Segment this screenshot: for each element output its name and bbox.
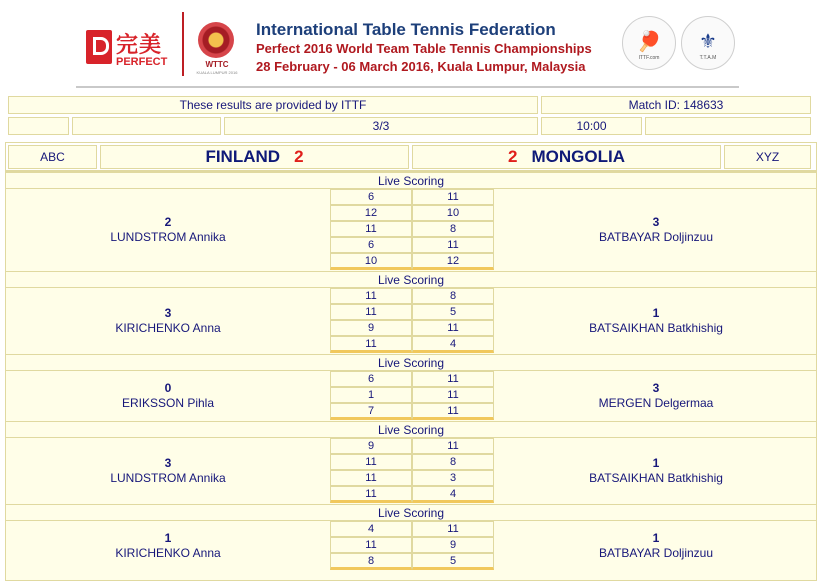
match-time: 10:00 — [541, 117, 642, 135]
event-banner — [76, 8, 739, 88]
away-game-score: 12 — [412, 253, 494, 270]
wttc-logo — [194, 12, 240, 78]
live-scoring-link[interactable]: Live Scoring — [6, 172, 816, 189]
away-player — [494, 456, 818, 486]
away-game-score: 5 — [412, 304, 494, 320]
away-game-score: 3 — [412, 470, 494, 486]
home-game-score: 11 — [330, 221, 412, 237]
away-team-code: XYZ — [724, 145, 811, 169]
away-player-name: BATBAYAR Doljinzuu — [598, 230, 714, 244]
wttc-sublabel: KUALA LUMPUR 2016 — [196, 70, 238, 75]
match-id: Match ID: 148633 — [541, 96, 811, 114]
away-game-score: 9 — [412, 537, 494, 553]
perfect-p-icon — [86, 30, 112, 64]
home-game-score: 1 — [330, 387, 412, 403]
championship-name: Perfect 2016 World Team Table Tennis Championships — [256, 41, 592, 56]
away-game-score: 11 — [412, 387, 494, 403]
home-player-name: KIRICHENKO Anna — [115, 321, 221, 335]
banner-divider — [182, 12, 184, 76]
home-player — [6, 215, 330, 245]
home-game-score: 11 — [330, 288, 412, 304]
live-scoring-link[interactable]: Live Scoring — [6, 354, 816, 371]
home-game-score: 11 — [330, 470, 412, 486]
away-player-score: 1 — [652, 531, 660, 545]
away-game-score: 11 — [412, 403, 494, 420]
home-game-score: 11 — [330, 304, 412, 320]
perfect-sponsor-logo — [82, 14, 178, 76]
away-game-score: 10 — [412, 205, 494, 221]
home-player — [6, 306, 330, 336]
home-player — [6, 381, 330, 411]
away-player-name: MERGEN Delgermaa — [598, 396, 714, 410]
away-player-name: BATSAIKHAN Batkhishig — [589, 471, 723, 485]
home-player-score: 0 — [164, 381, 172, 395]
away-player — [494, 381, 818, 411]
away-game-score: 4 — [412, 486, 494, 503]
away-player-score: 1 — [652, 306, 660, 320]
home-player-name: ERIKSSON Pihla — [121, 396, 215, 410]
wttc-label: WTTC — [205, 60, 229, 69]
away-player — [494, 306, 818, 336]
home-game-score: 11 — [330, 486, 412, 503]
home-game-score: 9 — [330, 438, 412, 454]
live-scoring-link[interactable]: Live Scoring — [6, 421, 816, 438]
away-player-name: BATBAYAR Doljinzuu — [598, 546, 714, 560]
home-team — [100, 145, 409, 169]
banner-title: International Table Tennis Federation — [256, 20, 556, 39]
live-scoring-link[interactable]: Live Scoring — [6, 504, 816, 521]
home-game-score: 9 — [330, 320, 412, 336]
away-game-score: 5 — [412, 553, 494, 570]
home-game-score: 6 — [330, 189, 412, 205]
away-game-score: 11 — [412, 521, 494, 537]
home-team-score: 2 — [294, 147, 304, 166]
ittf-logo-caption: ITTF.com — [638, 55, 660, 61]
home-player-score: 1 — [164, 531, 172, 545]
home-game-score: 12 — [330, 205, 412, 221]
match-results — [5, 171, 817, 581]
away-team-name: MONGOLIA — [531, 147, 625, 166]
away-player — [494, 531, 818, 561]
perfect-chinese-text: 完美 — [116, 33, 163, 58]
home-player-name: LUNDSTROM Annika — [110, 471, 226, 485]
away-game-score: 11 — [412, 438, 494, 454]
info-blank-cell — [72, 117, 221, 135]
ttam-logo — [681, 16, 735, 70]
ttam-emblem-icon: ⚜ — [699, 31, 717, 53]
info-blank-cell — [645, 117, 811, 135]
ittf-logo — [622, 16, 676, 70]
championship-dates: 28 February - 06 March 2016, Kuala Lumpur, Malaysia — [256, 59, 586, 74]
info-blank-cell — [8, 117, 69, 135]
home-game-score: 6 — [330, 371, 412, 387]
home-game-score: 4 — [330, 521, 412, 537]
rubber-number: 3/3 — [224, 117, 538, 135]
home-game-score: 11 — [330, 454, 412, 470]
away-player-score: 3 — [652, 381, 660, 395]
provider-notice: These results are provided by ITTF — [8, 96, 538, 114]
away-game-score: 8 — [412, 454, 494, 470]
ttam-logo-caption: T.T.A.M — [699, 55, 717, 61]
away-player-score: 3 — [652, 215, 660, 229]
away-game-score: 11 — [412, 189, 494, 205]
table-tennis-icon: 🏓 — [636, 31, 662, 53]
away-player-name: BATSAIKHAN Batkhishig — [589, 321, 723, 335]
home-game-score: 6 — [330, 237, 412, 253]
home-game-score: 7 — [330, 403, 412, 420]
away-game-score: 8 — [412, 221, 494, 237]
perfect-english-text: PERFECT — [116, 56, 168, 68]
away-team — [412, 145, 721, 169]
home-game-score: 10 — [330, 253, 412, 270]
away-player-score: 1 — [652, 456, 660, 470]
home-player-name: LUNDSTROM Annika — [110, 230, 226, 244]
away-team-score: 2 — [508, 147, 518, 166]
home-team-name: FINLAND — [205, 147, 281, 166]
away-game-score: 4 — [412, 336, 494, 353]
home-player — [6, 456, 330, 486]
home-player-score: 3 — [164, 306, 172, 320]
home-game-score: 8 — [330, 553, 412, 570]
live-scoring-link[interactable]: Live Scoring — [6, 271, 816, 288]
home-player — [6, 531, 330, 561]
home-player-score: 3 — [164, 456, 172, 470]
away-game-score: 11 — [412, 237, 494, 253]
away-game-score: 11 — [412, 371, 494, 387]
hibiscus-flower-icon — [198, 22, 234, 58]
home-player-name: KIRICHENKO Anna — [115, 546, 221, 560]
home-game-score: 11 — [330, 537, 412, 553]
home-game-score: 11 — [330, 336, 412, 353]
home-team-code: ABC — [8, 145, 97, 169]
home-player-score: 2 — [164, 215, 172, 229]
away-player — [494, 215, 818, 245]
away-game-score: 11 — [412, 320, 494, 336]
away-game-score: 8 — [412, 288, 494, 304]
